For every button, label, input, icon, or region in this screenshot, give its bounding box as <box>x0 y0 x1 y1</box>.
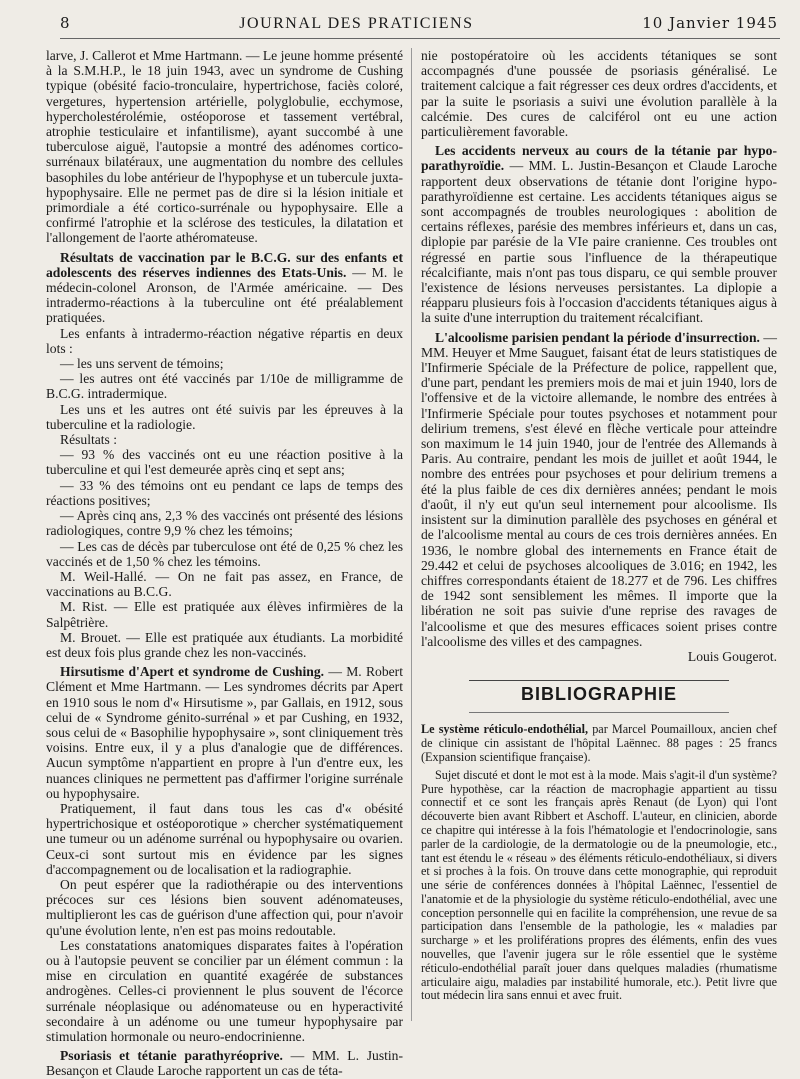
left-column <box>46 48 403 1079</box>
section-heading: L'alcoolisme parisien pendant la période d'insurrection. <box>435 329 760 345</box>
bibliography-entry <box>421 723 777 1003</box>
section-body: — MM. L. Justin-Besançon et Claude Laroche rapportent deux observations de tétanie dont l'origine hypo-parathyroïdienne est certaine. Les accidents tétaniques aigus se sont accompagnés de troubles neurologiques : abolition de certains réflexes, parésie des membres inférieurs et, dans un cas, diplopie par parésie de la VIe paire cranienne. Ces troubles ont régressé en partie sous l'influence de la thérapeutique récalcifiante, mais n'ont pas tous disparu, ce qui semble prouver l'existence de lésions nerveuses persistantes. La diplopie a réapparu plusieurs fois à l'occasion d'accidents tétaniques aigus à la suite d'une interruption du traitement récalcifiant. <box>421 158 777 326</box>
paragraph: M. Rist. — Elle est pratiquée aux élèves infirmières de la Salpêtrière. <box>46 599 403 630</box>
section-body: — M. Robert Clément et Mme Hartmann. — Les syndromes décrits par Apert en 1910 sous le nom d'« Hirsutisme », par Gallais, en 1912, sous celui de « Syndrome génito-surrénal » et par Cushing, en 1932, sous celui de « Basophilie hypophysaire », sont cliniquement très voisins. Entre eux, il y a plus d'analogie que de différences. Aucun symptôme n'appartient en propre à l'un d'entre eux, les nuances cliniques ne permettent pas d'affirmer l'origine surrénale ou hypophysaire. <box>46 664 403 801</box>
section-heading: Résultats de vaccination par le B.C.G. sur des enfants et adolescents des réserves indiennes des Etats-Unis. <box>46 249 403 280</box>
section-body: — M. le médecin-colonel Aronson, de l'Armée américaine. — Des intradermo-réactions à la tuberculine ont été préalablement pratiquées. <box>46 264 403 326</box>
section-body: — MM. Heuyer et Mme Sauguet, faisant état de leurs statistiques de l'Infirmerie Spéciale de la Préfecture de police, rappellent que, d'une part, pendant les premiers mois de mai et juin 1940, lors de l'offensive et de la victoire allemande, le nombre des entrées à l'Infirmerie Spéciale pour toutes psychoses et notamment pour delirium tremens, s'est élevé en flèche verticale pour atteindre son maximum le 14 juin 1940, jour de l'entrée des Allemands à Paris. Au contraire, pendant les mois de juillet et août 1944, le nombre des entrées pour psychoses et pour delirium tremens a été la plus faible de ces dix dernières années; pendant le mois d'août, il n'y eut qu'un seul internement pour alcoolisme. Ils insistent sur la diminution parallèle des psychoses en général et de l'alcoolisme mental au cours de ces trois dernières années. En 1936, le nombre global des internements en France était de 29.442 et celui de psychoses alcooliques de 3.016; en 1942, les chiffres correspondants étaient de 18.277 et de 796. Les chiffres de 1942 sont sensiblement les mêmes. Il importe que la libération ne soit pas suivie d'une reprise des ravages de l'alcoolisme et que des mesures efficaces soient prises contre l'alcoolisme des villes et des campagnes. <box>421 329 777 649</box>
list-item: — les autres ont été vaccinés par 1/10e de milligramme de B.C.G. intradermique. <box>46 371 403 402</box>
section-psoriasis <box>46 1048 403 1078</box>
book-title: Le système réticulo-endothélial, <box>421 722 589 737</box>
book-publication: cin assistant de l'hôpital Laënnec. 88 pages : 25 francs (Expansion scientifique française). <box>421 736 778 764</box>
bibliography-rule-top <box>469 680 729 681</box>
list-item: — 33 % des témoins ont eu pendant ce laps de temps des réactions positives; <box>46 477 403 508</box>
paragraph: M. Weil-Hallé. — On ne fait pas assez, en France, de vaccinations au B.C.G. <box>46 568 403 600</box>
paragraph: Pratiquement, il faut dans tous les cas d'« obésité hypertrichosique et ostéoporotique » chercher systématiquement une tumeur ou un adénome surrénal ou hypophysaire ou ovarien. Ceux-ci sont surtout mis en évidence par les signes d'accompagnement ou de localisation et la radiographie. <box>46 800 403 877</box>
section-heading: Les accidents nerveux au cours de la tétanie par hypo-parathyroïdie. <box>421 143 777 174</box>
author-signature: Louis Gougerot. <box>687 648 777 664</box>
issue-date: 10 Janvier 1945 <box>642 14 778 32</box>
paragraph: Résultats : <box>60 432 118 448</box>
bibliography-title: BIBLIOGRAPHIE <box>520 684 677 705</box>
section-heading: Hirsutisme d'Apert et syndrome de Cushing. <box>60 664 325 680</box>
paragraph: Les enfants à intradermo-réaction négative répartis en deux lots : <box>46 325 403 356</box>
book-author: par Marcel Poumailloux, ancien chef de clinique <box>421 722 777 751</box>
running-header <box>60 14 778 38</box>
section-body: — MM. L. Justin-Besançon et Claude Laroche rapportent un cas de téta- <box>46 1048 403 1079</box>
section-hirsutisme <box>46 664 403 801</box>
paragraph: Les constatations anatomiques disparates faites à l'opération ou à l'autopsie peuvent se concilier par un élément commun : la mise en circulation en quantité exagérée de substances androgènes. Celles-ci proviennent le plus souvent de l'écorce surrénale néoplasique ou adénomateuse ou en hyperactivité secondaire à un adénome ou une tumeur hypophysaire par stimulation hormonale ou neuro-endocrinienne. <box>46 937 403 1044</box>
paragraph: Les uns et les autres ont été suivis par les épreuves à la tuberculine et la radiologie. <box>46 401 403 432</box>
paragraph: M. Brouet. — Elle est pratiquée aux étudiants. La morbidité est deux fois plus grande chez les non-vaccinés. <box>46 629 403 660</box>
paragraph: On peut espérer que la radiothérapie ou des interventions précoces sur ces lésions bien souvent adénomateuses, multiplieront les cas de guérison d'une affection qui, pour n'avoir qu'une évolution lente, n'en est pas moins redoutable. <box>46 876 403 938</box>
page-number: 8 <box>60 14 71 32</box>
paragraph: larve, J. Callerot et Mme Hartmann. — Le jeune homme présenté à la S.M.H.P., le 18 juin 1943, avec un syndrome de Cushing typique (obésité facio-tronculaire, hypertrichose, faciès coloré, vergetures, hypertension artérielle, polyglobulie, ecchymose, hypercholestérolémie, ostéoporose et tassement vertébral, atrophie testiculaire et infantilisme), ayant succombé à une tuberculose aiguë, l'autopsie a montré des adénomes cortico-surrénaux bilatéraux, une augmentation du nombre des cellules basophiles du lobe antérieur de l'hypophyse et un tubercule juxta-hypophysaire. Elle ne permet pas de dire si la lésion initiale et primordiale a été cortico-surrénale ou hypophysaire. Elle a confirmé l'atrophie et la sclérose des testicules, la dilatation et l'allongement de l'aorte athéromateuse. <box>46 48 403 246</box>
journal-title: JOURNAL DES PRATICIENS <box>239 15 474 32</box>
section-accidents-nerveux <box>421 143 777 325</box>
column-divider <box>411 48 412 1021</box>
book-review: Sujet discuté et dont le mot est à la mode. Mais s'agit-il d'un système? Pure hypothèse, car la réaction de macrophagie appartient au tissu connectif et ce sont les français après Renaut (de Lyon) qui l'ont découverte bien avant Ribbert et Aschoff. L'auteur, en clinicien, aborde ce chapitre qui intéresse à la fois l'hématologie et l'endocrinologie, sans parler de la cardiologie, de la dermatologie ou de la pneumologie, etc., tant est étendu le « réseau » des éléments réticulo-endothéliaux, si divers et si proches à la fois. On trouve dans cette monographie, qui reproduit une série de conférences données à l'hôpital Laënnec, l'essentiel de l'anatomie et de la physiologie du système réticulo-endothélial, avec une conception personnelle qui en facilite la compréhension, une revue de sa participation dans l'ensemble de la pathologie, les « maladies par surcharge » et les proliférations propres des éléments, enfin des vues nouvelles, que l'avenir jugera sur le rôle essentiel que le système réticulo-endothélial paraît jouer dans quelques maladies (rhumatisme articulaire aigu, maladies par instabilité humorale, etc.). Petit livre que tout médecin lira sans ennui et avec fruit. <box>421 767 777 1003</box>
list-item: — Après cinq ans, 2,3 % des vaccinés ont présenté des lésions radiologiques, contre 9,9 % chez les témoins; <box>46 508 403 539</box>
section-alcoolisme <box>421 330 777 649</box>
section-bcg <box>46 250 403 326</box>
list-item: — 93 % des vaccinés ont eu une réaction positive à la tuberculine et qui l'est demeurée après cinq et sept ans; <box>46 447 403 478</box>
section-heading: Psoriasis et tétanie parathyréoprive. <box>60 1048 283 1064</box>
header-rule <box>60 38 780 39</box>
bibliography-rule-bottom <box>469 712 729 713</box>
list-item: — Les cas de décès par tuberculose ont été de 0,25 % chez les vaccinés et de 1,50 % chez les témoins. <box>46 538 403 569</box>
right-column <box>421 48 777 1029</box>
paragraph: nie postopératoire où les accidents tétaniques se sont accompagnés d'une poussée de psoriasis généralisé. Le traitement calcique a fait régresser ces deux ordres d'accidents, et par la suite le psoriasis a suivi une évolution parallèle à la calcémie. Des cures de calciférol ont eu une action particulièrement favorable. <box>421 48 777 140</box>
bibliography-citation <box>421 723 777 764</box>
list-item: — les uns servent de témoins; <box>60 356 224 372</box>
